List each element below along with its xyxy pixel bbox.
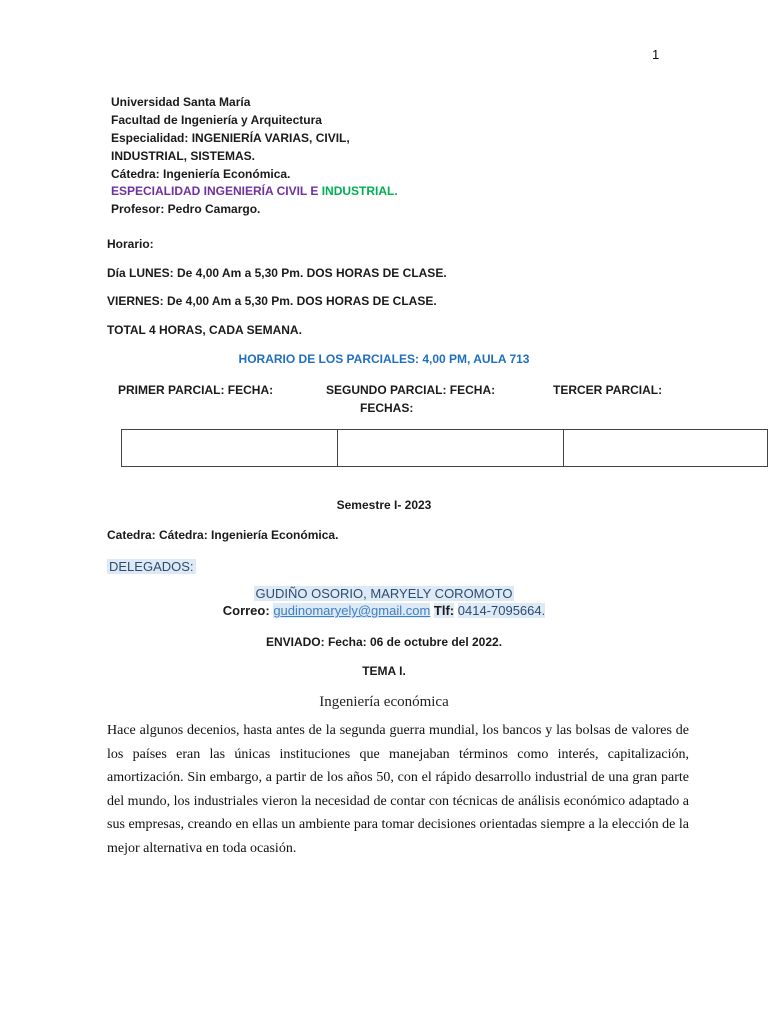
delegate-contact [0,602,768,620]
email-link[interactable]: gudinomaryely@gmail.com [273,603,431,618]
specialty-line-2: INDUSTRIAL, SISTEMAS. [111,149,256,163]
specialty-highlight-industrial: INDUSTRIAL. [321,184,398,198]
exam-dates-table [121,429,768,467]
delegate-name: GUDIÑO OSORIO, MARYELY COROMOTO [255,586,513,601]
schedule-monday: Día LUNES: De 4,00 Am a 5,30 Pm. DOS HORAS DE CLASE. [107,266,447,280]
third-exam-label: TERCER PARCIAL: [553,383,663,397]
phone-label: Tlf: [433,603,455,618]
first-exam-label: PRIMER PARCIAL: FECHA: [118,383,274,397]
professor-name: Profesor: Pedro Camargo. [111,202,261,216]
table-row [122,430,768,467]
schedule-label: Horario: [107,237,154,251]
body-paragraph: Hace algunos decenios, hasta antes de la segunda guerra mundial, los bancos y las bolsas de valores de los países eran las únicas instituciones que manejaban términos como interés, capitalización, amortización. Sin embargo, a partir de los años 50, con el rápido desarrollo industrial de una gran parte del mundo, los industriales vieron la necesidad de contar con técnicas de análisis económico adaptado a sus empresas, creando en ellas un ambiente para tomar decisiones orientadas siempre a la elección de la mejor alternativa en toda ocasión. [107,723,689,856]
section-title: Ingeniería económica [319,694,449,710]
semester-label: Semestre I- 2023 [336,498,432,512]
partials-schedule: HORARIO DE LOS PARCIALES: 4,00 PM, AULA 713 [238,352,530,366]
email-label: Correo: [222,603,270,618]
schedule-friday: VIERNES: De 4,00 Am a 5,30 Pm. DOS HORAS DE CLASE. [107,294,437,308]
second-exam-date-cell[interactable] [338,430,563,467]
page-number: 1 [652,47,660,62]
specialty-line-1: Especialidad: INGENIERÍA VARIAS, CIVIL, [111,131,350,145]
specialty-highlight-civil: ESPECIALIDAD INGENIERÍA CIVIL E [111,184,319,198]
catedra-line: Catedra: Cátedra: Ingeniería Económica. [107,528,339,542]
second-exam-label: SEGUNDO PARCIAL: FECHA: [326,383,496,397]
phone-number: 0414-7095664. [457,603,546,618]
university-name: Universidad Santa María [111,95,251,109]
schedule-total: TOTAL 4 HORAS, CADA SEMANA. [107,323,302,337]
first-exam-date-cell[interactable] [122,430,338,467]
delegates-label: DELEGADOS: [109,559,194,574]
delegate-name-row [0,585,768,603]
third-exam-date-cell[interactable] [563,430,767,467]
topic-label: TEMA I. [362,664,406,678]
dates-label: FECHAS: [360,401,414,415]
faculty-name: Facultad de Ingeniería y Arquitectura [111,113,322,127]
chair-name: Cátedra: Ingeniería Económica. [111,167,291,181]
specialty-highlight [111,182,398,200]
sent-date: ENVIADO: Fecha: 06 de octubre del 2022. [265,635,503,649]
